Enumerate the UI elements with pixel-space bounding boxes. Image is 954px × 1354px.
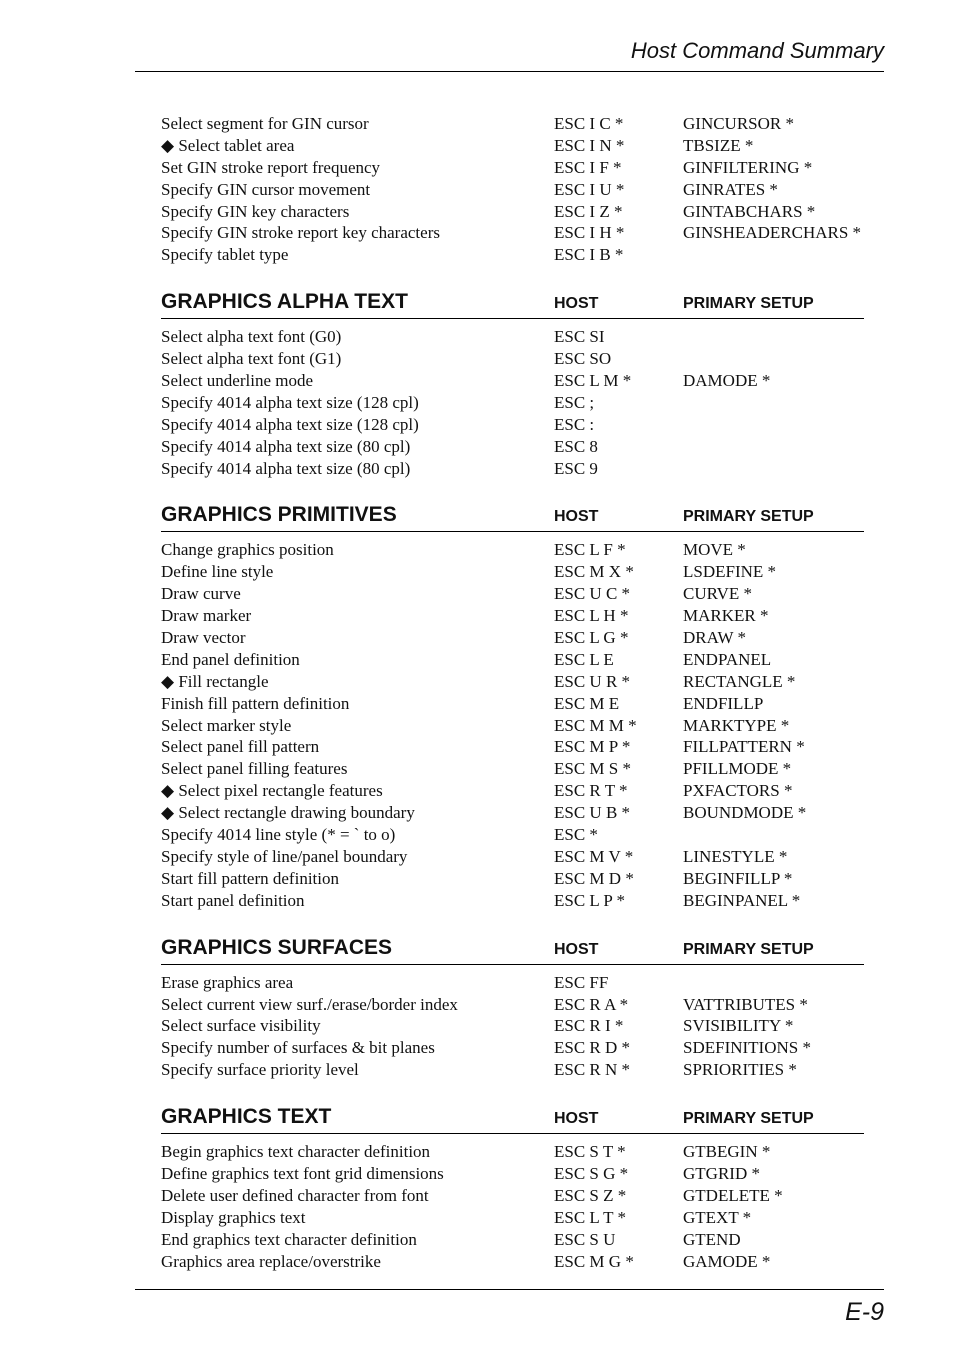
- command-row: [161, 436, 864, 458]
- host-sequence: ESC R T *: [554, 781, 628, 801]
- host-sequence: ESC FF: [554, 972, 609, 992]
- command-row: [161, 1059, 864, 1081]
- host-sequence: ESC I C *: [554, 114, 624, 133]
- command-row: [161, 1141, 864, 1163]
- host-sequence: ESC M X *: [554, 562, 634, 582]
- section-title: GRAPHICS ALPHA TEXT: [161, 290, 408, 314]
- host-sequence: ESC R D *: [554, 1038, 631, 1058]
- host-sequence: ESC U R *: [554, 671, 631, 691]
- command-row: [161, 1163, 864, 1185]
- setup-command: SVISIBILITY *: [683, 1016, 794, 1036]
- command-description: Select current view surf./erase/border index: [161, 994, 458, 1014]
- host-sequence: ESC 9: [554, 458, 598, 478]
- host-sequence: ESC L H *: [554, 606, 629, 626]
- command-description: Specify 4014 alpha text size (128 cpl): [161, 414, 419, 434]
- host-sequence: ESC M P *: [554, 737, 631, 757]
- setup-command: LINESTYLE *: [683, 846, 788, 866]
- command-row: [161, 671, 864, 693]
- setup-command: SPRIORITIES *: [683, 1060, 797, 1080]
- command-description: Erase graphics area: [161, 972, 294, 992]
- command-description: End graphics text character definition: [161, 1229, 417, 1249]
- setup-command: MARKTYPE *: [683, 715, 790, 735]
- host-sequence: ESC M D *: [554, 868, 634, 888]
- setup-command: FILLPATTERN *: [683, 737, 805, 757]
- setup-command: [683, 244, 864, 266]
- header-rule: [135, 71, 884, 72]
- host-sequence: ESC SO: [554, 349, 612, 369]
- command-row: [161, 326, 864, 348]
- command-row: [161, 994, 864, 1016]
- command-description: ◆ Select pixel rectangle features: [161, 781, 383, 801]
- setup-command: GINTABCHARS *: [683, 201, 816, 221]
- command-row: [161, 135, 864, 157]
- command-description: Select panel fill pattern: [161, 737, 320, 757]
- command-description: Draw curve: [161, 584, 241, 604]
- setup-command: CURVE *: [683, 584, 753, 604]
- command-row: [161, 972, 864, 994]
- command-row: [161, 392, 864, 414]
- command-row: [161, 1251, 864, 1273]
- command-row: [161, 868, 864, 890]
- command-row: [161, 649, 864, 671]
- command-row: [161, 244, 864, 266]
- setup-command: PFILLMODE *: [683, 759, 792, 779]
- section-header: [161, 930, 864, 965]
- host-sequence: ESC :: [554, 414, 595, 434]
- command-description: Define line style: [161, 562, 274, 582]
- command-description: Specify 4014 alpha text size (80 cpl): [161, 436, 411, 456]
- section-title: GRAPHICS PRIMITIVES: [161, 503, 397, 527]
- host-sequence: ESC R A *: [554, 994, 629, 1014]
- setup-command: MARKER *: [683, 606, 769, 626]
- command-row: [161, 414, 864, 436]
- command-description: Define graphics text font grid dimensions: [161, 1163, 444, 1183]
- host-column-heading: HOST: [554, 295, 599, 313]
- command-row: [161, 113, 864, 135]
- host-sequence: ESC R I *: [554, 1016, 624, 1036]
- setup-command: MOVE *: [683, 540, 746, 560]
- section-title: GRAPHICS SURFACES: [161, 935, 393, 959]
- setup-command: GTEND: [683, 1229, 741, 1249]
- setup-command: TBSIZE *: [683, 135, 754, 155]
- setup-command: [683, 436, 864, 458]
- host-sequence: ESC L T *: [554, 1207, 626, 1227]
- command-description: Select segment for GIN cursor: [161, 114, 369, 133]
- host-sequence: ESC I Z *: [554, 201, 623, 221]
- host-sequence: ESC S Z *: [554, 1185, 627, 1205]
- command-description: ◆ Select rectangle drawing boundary: [161, 803, 415, 823]
- command-description: Start panel definition: [161, 890, 305, 910]
- footer-rule: [135, 1289, 884, 1290]
- setup-command: ENDFILLP: [683, 693, 764, 713]
- host-sequence: ESC M G *: [554, 1251, 634, 1271]
- command-section: [161, 1099, 864, 1272]
- host-sequence: ESC SI: [554, 327, 605, 347]
- command-description: Begin graphics text character definition: [161, 1142, 431, 1162]
- command-row: [161, 583, 864, 605]
- host-sequence: ESC L P *: [554, 890, 626, 910]
- host-column-heading: HOST: [554, 1110, 599, 1128]
- command-row: [161, 179, 864, 201]
- command-description: Graphics area replace/overstrike: [161, 1251, 381, 1271]
- setup-command: PXFACTORS *: [683, 781, 793, 801]
- command-description: Specify surface priority level: [161, 1060, 359, 1080]
- command-description: Specify GIN stroke report key characters: [161, 223, 440, 243]
- host-sequence: ESC M E: [554, 693, 620, 713]
- command-row: [161, 1207, 864, 1229]
- command-description: ◆ Select tablet area: [161, 135, 295, 155]
- host-sequence: ESC M M *: [554, 715, 637, 735]
- command-description: Specify GIN cursor movement: [161, 179, 371, 199]
- command-row: [161, 846, 864, 868]
- command-row: [161, 605, 864, 627]
- command-description: Select alpha text font (G1): [161, 349, 342, 369]
- command-description: Specify number of surfaces & bit planes: [161, 1038, 435, 1058]
- setup-command: BOUNDMODE *: [683, 803, 807, 823]
- setup-column-heading: PRIMARY SETUP: [683, 940, 814, 958]
- command-description: Finish fill pattern definition: [161, 693, 350, 713]
- command-row: [161, 715, 864, 737]
- host-column-heading: HOST: [554, 940, 599, 958]
- command-row: [161, 758, 864, 780]
- command-row: [161, 1185, 864, 1207]
- command-description: End panel definition: [161, 649, 300, 669]
- section-header: [161, 1099, 864, 1134]
- host-sequence: ESC I H *: [554, 223, 625, 243]
- setup-command: GINFILTERING *: [683, 157, 813, 177]
- command-row: [161, 824, 864, 846]
- host-sequence: ESC R N *: [554, 1060, 631, 1080]
- command-description: Specify tablet type: [161, 245, 289, 265]
- host-sequence: ESC 8: [554, 436, 598, 456]
- setup-command: [683, 392, 864, 414]
- command-row: [161, 370, 864, 392]
- command-description: Delete user defined character from font: [161, 1185, 429, 1205]
- command-row: [161, 348, 864, 370]
- command-description: Draw vector: [161, 628, 246, 648]
- command-description: Start fill pattern definition: [161, 868, 339, 888]
- command-description: Specify GIN key characters: [161, 201, 350, 221]
- host-sequence: ESC S U: [554, 1229, 616, 1249]
- command-row: [161, 780, 864, 802]
- page-number: E-9: [845, 1298, 884, 1326]
- host-sequence: ESC S T *: [554, 1142, 626, 1162]
- command-description: Select underline mode: [161, 371, 314, 391]
- host-sequence: ESC I B *: [554, 245, 624, 265]
- host-sequence: ESC I F *: [554, 157, 622, 177]
- command-description: Specify style of line/panel boundary: [161, 846, 408, 866]
- command-row: [161, 1037, 864, 1059]
- host-sequence: ESC ;: [554, 392, 595, 412]
- setup-command: GINRATES *: [683, 179, 778, 199]
- setup-command: [683, 458, 864, 480]
- setup-command: GTGRID *: [683, 1163, 760, 1183]
- command-row: [161, 802, 864, 824]
- host-sequence: ESC U B *: [554, 803, 631, 823]
- setup-command: [683, 972, 864, 994]
- command-description: Select marker style: [161, 715, 292, 735]
- host-sequence: ESC S G *: [554, 1163, 629, 1183]
- setup-command: GINSHEADERCHARS *: [683, 223, 862, 243]
- setup-command: LSDEFINE *: [683, 562, 777, 582]
- host-sequence: ESC I U *: [554, 179, 625, 199]
- command-row: [161, 1229, 864, 1251]
- host-sequence: ESC U C *: [554, 584, 631, 604]
- setup-command: [683, 348, 864, 370]
- setup-column-heading: PRIMARY SETUP: [683, 508, 814, 526]
- setup-column-heading: PRIMARY SETUP: [683, 1110, 814, 1128]
- setup-command: GTBEGIN *: [683, 1142, 771, 1162]
- setup-command: [683, 414, 864, 436]
- host-sequence: ESC L M *: [554, 371, 632, 391]
- command-description: Set GIN stroke report frequency: [161, 157, 381, 177]
- setup-column-heading: PRIMARY SETUP: [683, 295, 814, 313]
- command-description: Select surface visibility: [161, 1016, 321, 1036]
- setup-command: SDEFINITIONS *: [683, 1038, 811, 1058]
- setup-command: BEGINPANEL *: [683, 890, 801, 910]
- command-description: Specify 4014 alpha text size (80 cpl): [161, 458, 411, 478]
- command-row: [161, 890, 864, 912]
- command-description: Display graphics text: [161, 1207, 306, 1227]
- setup-command: GTDELETE *: [683, 1185, 783, 1205]
- setup-command: DAMODE *: [683, 371, 771, 391]
- command-section: [161, 497, 864, 911]
- command-row: [161, 539, 864, 561]
- host-sequence: ESC M S *: [554, 759, 631, 779]
- command-row: [161, 561, 864, 583]
- command-row: [161, 736, 864, 758]
- setup-command: VATTRIBUTES *: [683, 994, 808, 1014]
- command-row: [161, 157, 864, 179]
- section-header: [161, 497, 864, 532]
- host-sequence: ESC L G *: [554, 628, 629, 648]
- command-section: [161, 284, 864, 479]
- command-row: [161, 627, 864, 649]
- command-description: Specify 4014 line style (* = ` to o): [161, 825, 396, 845]
- command-description: ◆ Fill rectangle: [161, 671, 269, 691]
- setup-command: GINCURSOR *: [683, 114, 794, 133]
- command-description: Specify 4014 alpha text size (128 cpl): [161, 392, 419, 412]
- setup-command: RECTANGLE *: [683, 671, 796, 691]
- command-summary: [161, 113, 864, 1272]
- command-description: Select alpha text font (G0): [161, 327, 342, 347]
- host-sequence: ESC L F *: [554, 540, 626, 560]
- command-row: [161, 1015, 864, 1037]
- setup-command: GTEXT *: [683, 1207, 752, 1227]
- host-sequence: ESC L E: [554, 649, 614, 669]
- command-row: [161, 222, 864, 244]
- command-description: Change graphics position: [161, 540, 334, 560]
- command-section: [161, 930, 864, 1081]
- command-description: Select panel filling features: [161, 759, 348, 779]
- setup-command: DRAW *: [683, 628, 747, 648]
- host-column-heading: HOST: [554, 508, 599, 526]
- setup-command: BEGINFILLP *: [683, 868, 793, 888]
- host-sequence: ESC I N *: [554, 135, 625, 155]
- command-row: [161, 693, 864, 715]
- setup-command: ENDPANEL: [683, 649, 772, 669]
- command-description: Draw marker: [161, 606, 252, 626]
- section-header: [161, 284, 864, 319]
- command-row: [161, 201, 864, 223]
- setup-command: [683, 824, 864, 846]
- setup-command: GAMODE *: [683, 1251, 771, 1271]
- setup-command: [683, 326, 864, 348]
- host-sequence: ESC M V *: [554, 846, 634, 866]
- page-header-title: Host Command Summary: [630, 38, 884, 63]
- command-row: [161, 458, 864, 480]
- section-title: GRAPHICS TEXT: [161, 1105, 332, 1129]
- host-sequence: ESC *: [554, 825, 598, 845]
